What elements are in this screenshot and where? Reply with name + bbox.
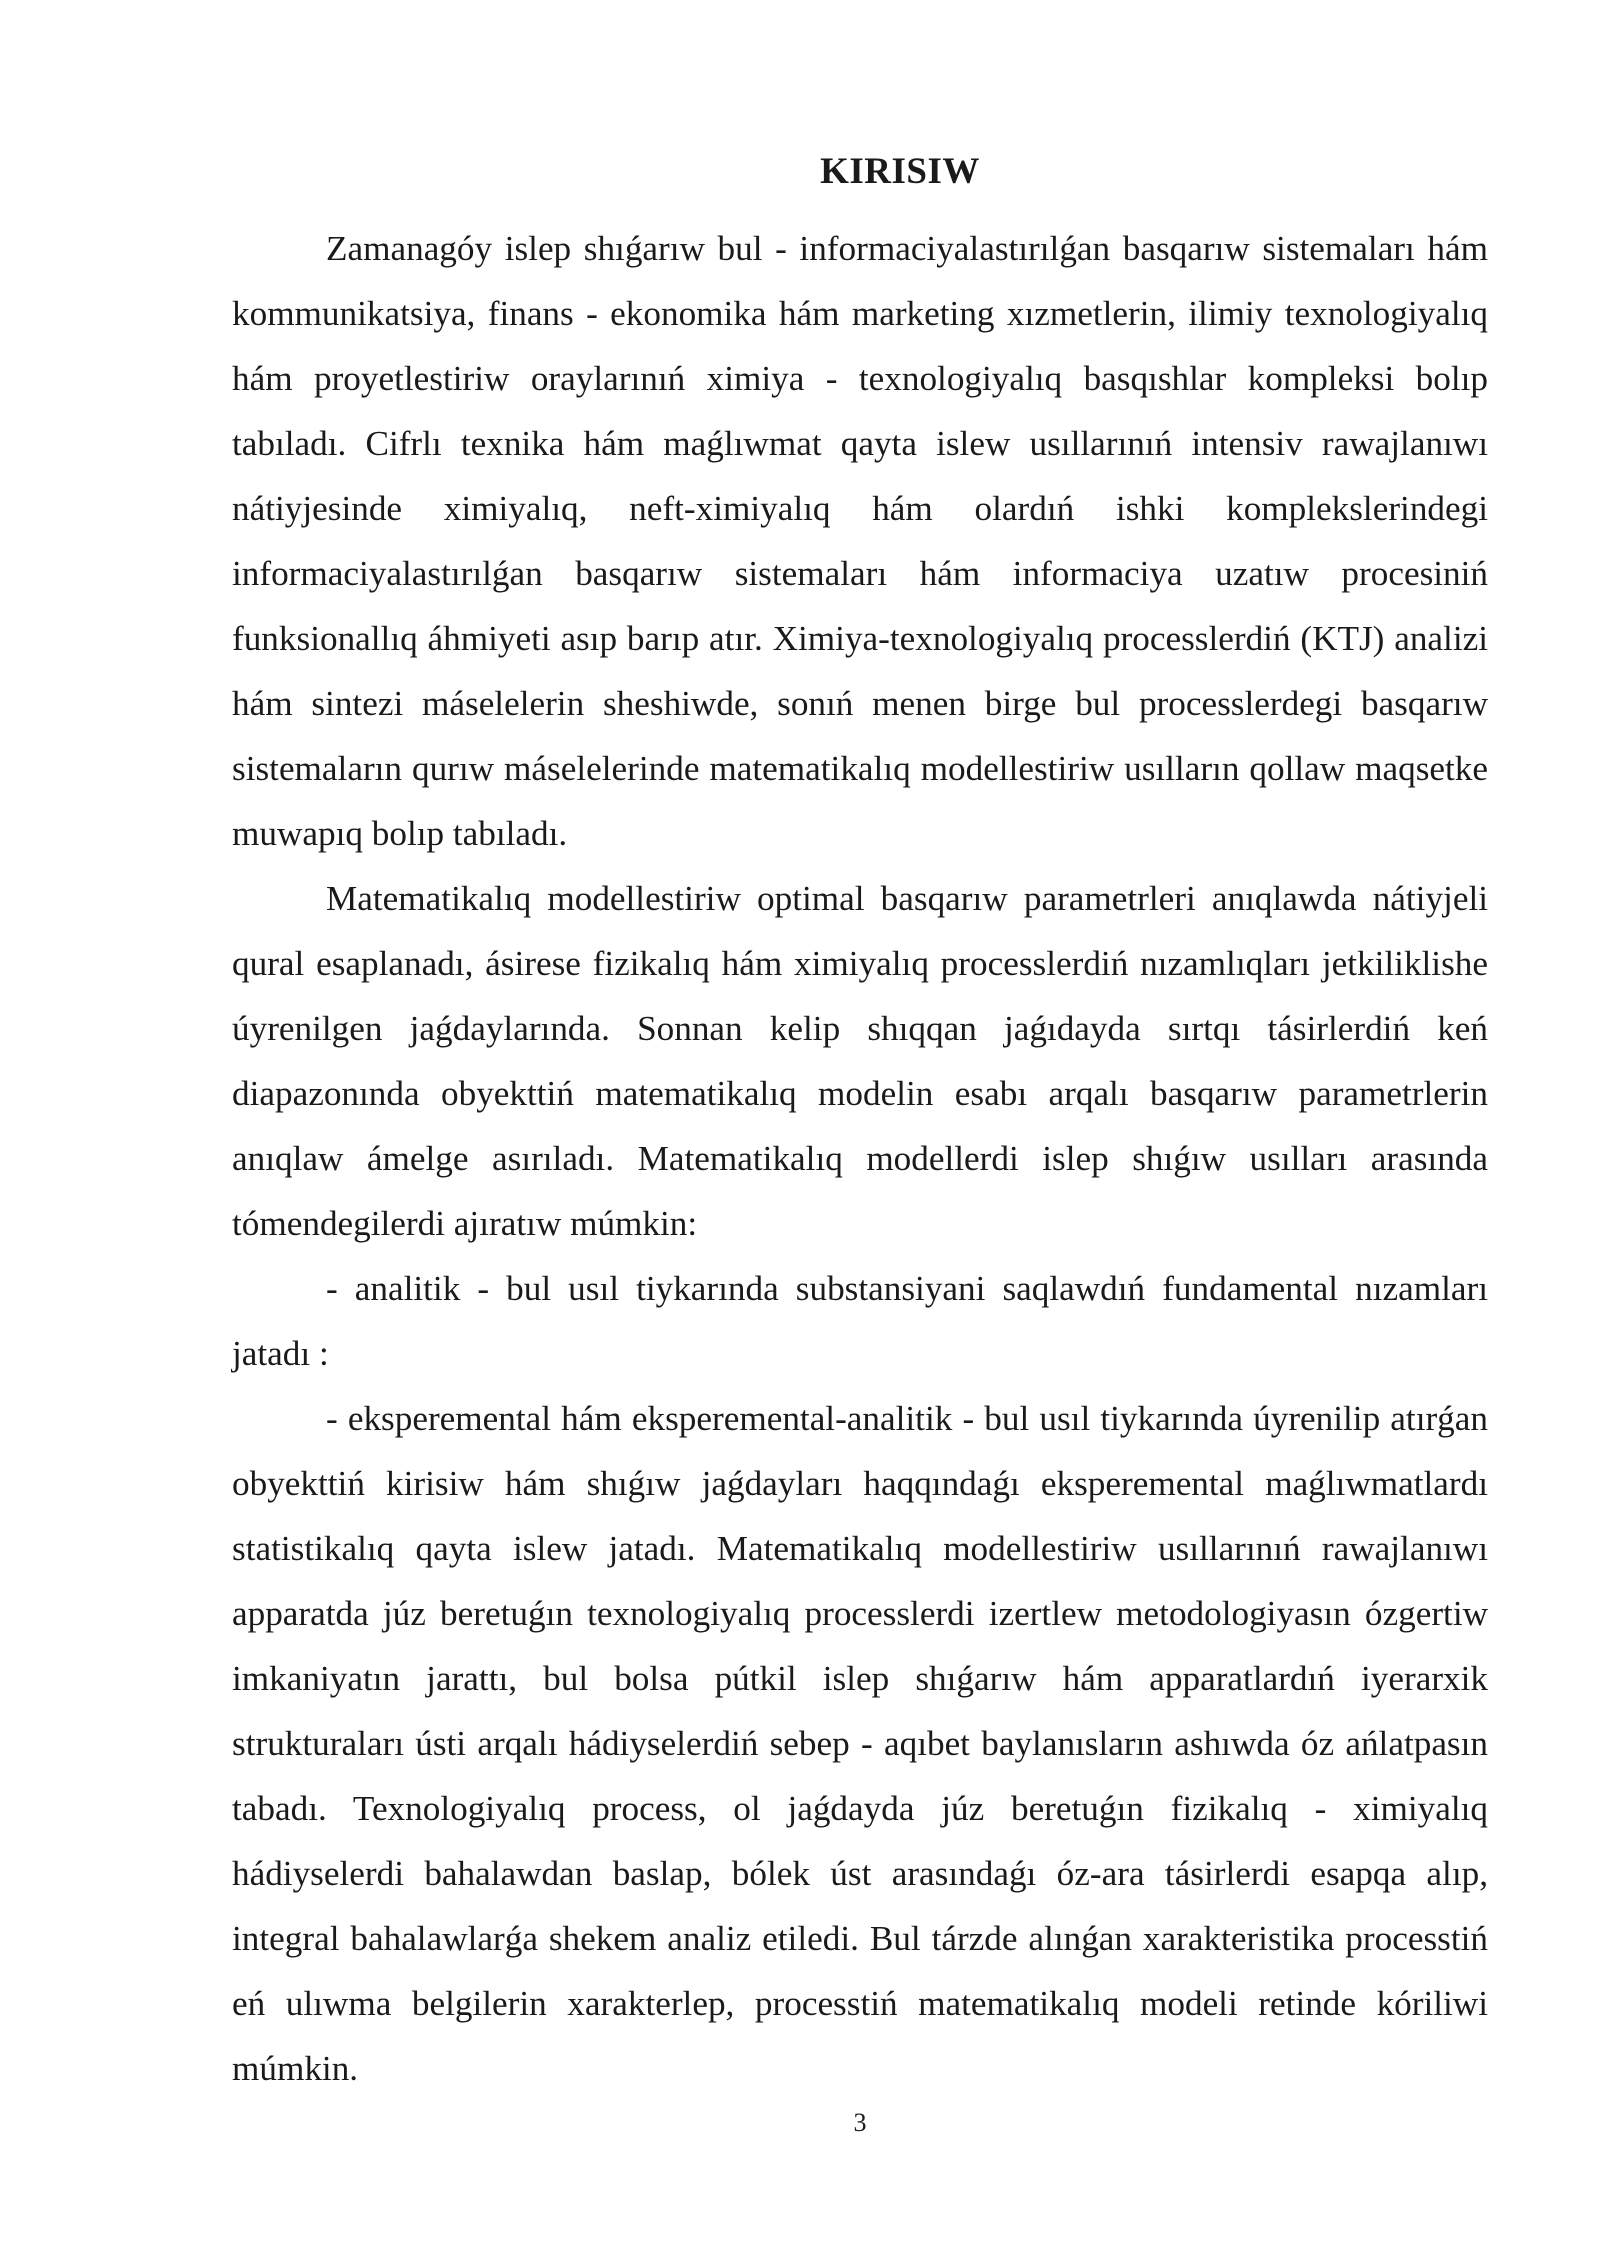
paragraph-intro: Zamanagóy islep shıǵarıw bul - informaciyalastırılǵan basqarıw sistemaları hám kommunikatsiya, finans - ekonomika hám marketing xızmetlerin, ilimiy texnologiyalıq hám proyetlestiriw oraylarınıń ximiya - texnologiyalıq basqıshlar kompleksi bolıp tabıladı. Cifrlı texnika hám maǵlıwmat qayta islew usıllarınıń intensiv rawajlanıwı nátiyjesinde ximiyalıq, neft-ximiyalıq hám olardıń ishki komplekslerindegi informaciyalastırılǵan basqarıw sistemaları hám informaciya uzatıw procesiniń funksionallıq áhmiyeti asıp barıp atır. Ximiya-texnologiyalıq processlerdiń (KTJ) analizi hám sintezi máselelerin sheshiwde, sonıń menen birge bul processlerdegi basqarıw sistemaların qurıw máselelerinde matematikalıq modellestiriw usılların qollaw maqsetke muwapıq bolıp tabıladı. [232,229,1488,853]
paragraph-analytic-method: - analitik - bul usıl tiykarında substansiyani saqlawdıń fundamental nızamları jatadı : [232,1269,1488,1373]
paragraph-experimental-method: - eksperemental hám eksperemental-analitik - bul usıl tiykarında úyrenilip atırǵan obyekttiń kirisiw hám shıǵıw jaǵdayları haqqındaǵı eksperemental maǵlıwmatlardı statistikalıq qayta islew jatadı. Matematikalıq modellestiriw usıllarınıń rawajlanıwı apparatda júz beretuǵın texnologiyalıq processlerdi izertlew metodologiyasın ózgertiw imkaniyatın jarattı, bul bolsa pútkil islep shıǵarıw hám apparatlardıń iyerarxik strukturaları ústi arqalı hádiyselerdiń sebep - aqıbet baylanısların ashıwda óz ańlatpasın tabadı. Texnologiyalıq process, ol jaǵdayda júz beretuǵın fizikalıq - ximiyalıq hádiyselerdi bahalawdan baslap, bólek úst arasındaǵı óz-ara tásirlerdi esapqa alıp, integral bahalawlarǵa shekem analiz etiledi. Bul tárzde alınǵan xarakteristika processtiń eń ulıwma belgilerin xarakterlep, processtiń matematikalıq modeli retinde kóriliwi múmkin. [232,1399,1488,2088]
document-body [232,216,1488,2101]
paragraph-modeling: Matematikalıq modellestiriw optimal basqarıw parametrleri anıqlawda nátiyjeli qural esaplanadı, ásirese fizikalıq hám ximiyalıq processlerdiń nızamlıqları jetkiliklishe úyrenilgen jaǵdaylarında. Sonnan kelip shıqqan jaǵıdayda sırtqı tásirlerdiń keń diapazonında obyekttiń matematikalıq modelin esabı arqalı basqarıw parametrlerin anıqlaw ámelge asırıladı. Matematikalıq modellerdi islep shıǵıw usılları arasında tómendegilerdi ajıratıw múmkin: [232,879,1488,1243]
page-number: 3 [853,2108,867,2137]
page-title: KIRISIW [820,151,980,192]
